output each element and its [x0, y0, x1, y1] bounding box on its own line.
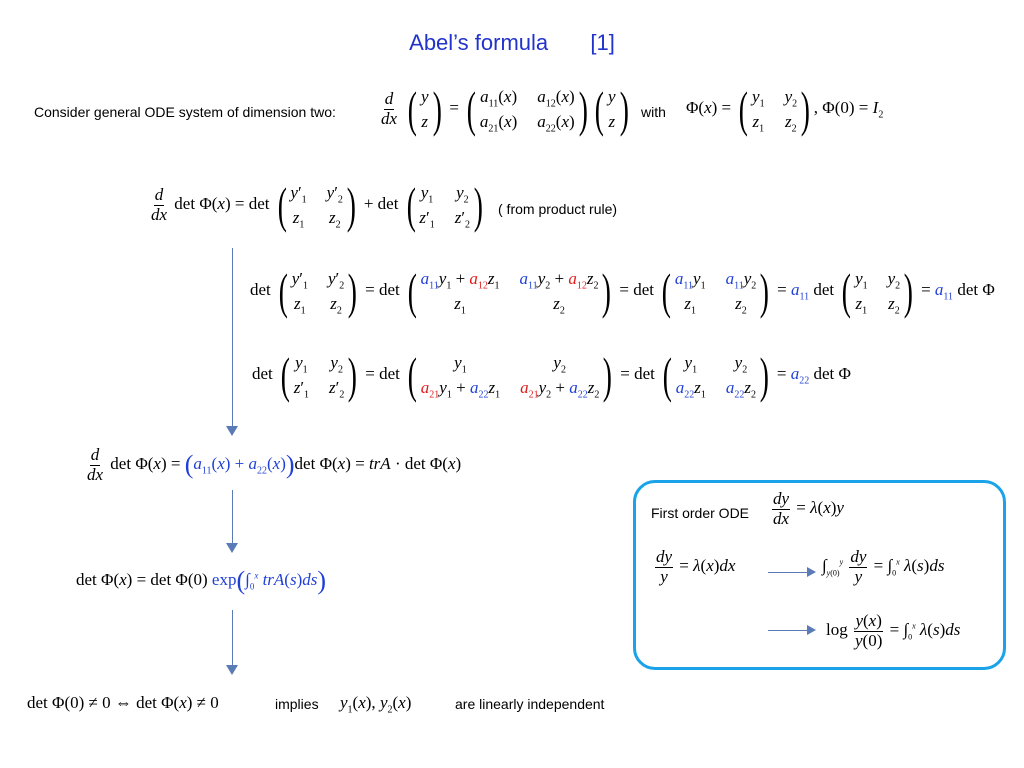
abel-formula-result: det Φ(x) = det Φ(0) $\exp(\int_0^x$ trA(s)ds) — [76, 566, 327, 595]
box-arrow-line-1 — [768, 572, 808, 573]
separated-ode-equation: $\frac{dy}{y}$ = λ(x)dx — [656, 547, 736, 586]
product-rule-note: ( from product rule) — [498, 201, 618, 217]
log-solution-equation: log $\frac{y(x)}{y(0)}$ = $\int_0^x$ λ(s)ds — [826, 611, 961, 650]
intro-text: Consider general ODE system of dimension two: — [34, 104, 336, 120]
slide-title — [0, 30, 1024, 56]
arrow-head-3 — [226, 665, 238, 675]
arrow-head-1 — [226, 426, 238, 436]
box-arrow-head-2 — [807, 625, 816, 635]
fundamental-matrix-definition: Φ(x) = ( $y_1$ $y_2$ $z_1$ $z_2$ ) , $\Phi(0) = I_2$ — [686, 81, 884, 137]
reference-marker: [1] — [590, 30, 615, 55]
arrow-line-3 — [232, 610, 233, 668]
first-order-ode-equation: $\frac{dy}{dx}$ = λ(x)y — [773, 489, 844, 528]
box-arrow-head-1 — [807, 567, 816, 577]
title-text: Abel’s formula — [409, 30, 549, 55]
det-derivative-equation: $\frac{d}{dx}$ det Φ(x) = det ( $y'_1$ $y'_2$ $z_1$ $z_2$ ) + det ( $y_1$ $y_2$ $z'_1$ $z'_2$ ) — [151, 177, 483, 233]
ode-system-equation: $\frac{d}{dx}$ ( y z ) = ( $a_{11}(x)$ $a_{12}(x)$ $a_{21}(x)$ $a_{22}(x)$ ) ( y z ) — [381, 81, 629, 137]
integrated-ode-equation: $\int_{y(0)}^y$ $\frac{dy}{y}$ = $\int_0^x$ λ(s)ds — [822, 547, 945, 586]
with-text: with — [641, 104, 666, 120]
solutions-y1-y2: $y_1(x)$, $y_2(x)$ — [340, 693, 412, 716]
arrow-line-2 — [232, 490, 233, 546]
nonzero-equivalence: det Φ(0) ≠ 0 ⇔ det Φ(x) ≠ 0 — [27, 693, 219, 712]
first-row-expansion: det ( $y'_1$ $y'_2$ $z_1$ $z_2$ ) = det ( $a_{11}y_1 + a_{12}z_1$ $a_{11}y_2 + a_{12}z_2$ $z_1$ $z_2$ ) = det ( $a_{11}y_1$ $a_{11}y_2$ $z_1$ $z_2$ ) = $a_{11}$ det ( $y_1$ $y_2$ $z_1$ $z_2$ ) = $a_{11}$ det Φ — [250, 263, 995, 319]
box-label: First order ODE — [651, 505, 750, 521]
implies-text: implies — [275, 696, 319, 712]
independent-text: are linearly independent — [455, 696, 605, 712]
arrow-head-2 — [226, 543, 238, 553]
second-row-expansion: det ( $y_1$ $y_2$ $z'_1$ $z'_2$ ) = det ( $y_1$ $y_2$ $a_{21}y_1 + a_{22}z_1$ $a_{21}y_2 + a_{22}z_2$ ) = det ( $y_1$ $y_2$ $a_{22}z_1$ $a_{22}z_2$ ) = $a_{22}$ det Φ — [252, 347, 851, 403]
trace-equation: $\frac{d}{dx}$ $\det \Phi(x) = (a_{11}(x) + a_{22}(x))\det$ Φ(x) = trA · det Φ(x) — [87, 445, 462, 484]
arrow-line-1 — [232, 248, 233, 428]
box-arrow-line-2 — [768, 630, 808, 631]
